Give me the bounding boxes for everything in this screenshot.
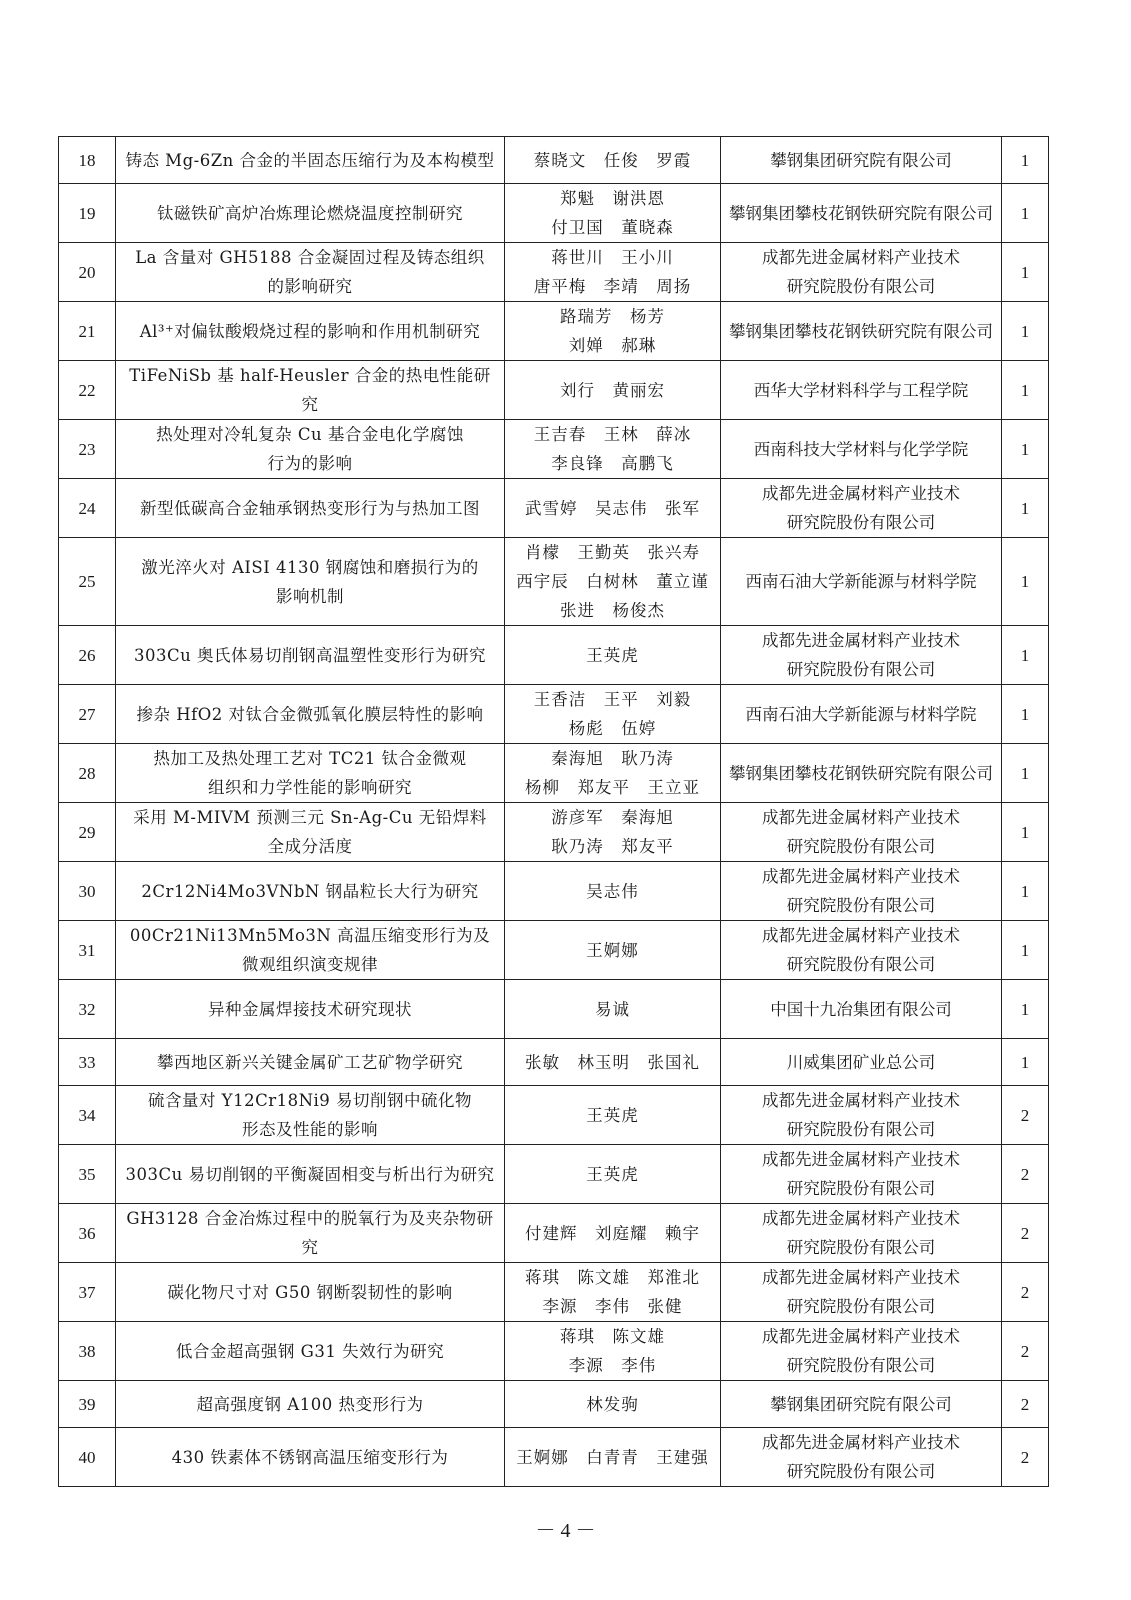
award-grade-cell: 2 — [1002, 1428, 1049, 1487]
authors-cell: 王婀娜 — [505, 921, 721, 980]
serial-number-cell: 29 — [59, 803, 116, 862]
serial-number-cell: 20 — [59, 243, 116, 302]
paper-title-cell: 超高强度钢 A100 热变形行为 — [116, 1381, 505, 1428]
serial-number-cell: 34 — [59, 1086, 116, 1145]
table-row — [59, 137, 1049, 184]
table-row — [59, 1086, 1049, 1145]
award-grade-cell: 2 — [1002, 1381, 1049, 1428]
awards-table — [58, 136, 1049, 1487]
paper-title-cell: 异种金属焊接技术研究现状 — [116, 980, 505, 1039]
authors-cell: 王英虎 — [505, 626, 721, 685]
authors-cell: 刘行 黄丽宏 — [505, 361, 721, 420]
authors-cell: 易诚 — [505, 980, 721, 1039]
paper-title-cell: 热加工及热处理工艺对 TC21 钛合金微观 组织和力学性能的影响研究 — [116, 744, 505, 803]
authors-cell: 付建辉 刘庭耀 赖宇 — [505, 1204, 721, 1263]
organization-cell: 中国十九冶集团有限公司 — [721, 980, 1002, 1039]
table-row — [59, 184, 1049, 243]
award-grade-cell: 1 — [1002, 980, 1049, 1039]
serial-number-cell: 32 — [59, 980, 116, 1039]
serial-number-cell: 39 — [59, 1381, 116, 1428]
organization-cell: 攀钢集团攀枝花钢铁研究院有限公司 — [721, 302, 1002, 361]
award-grade-cell: 1 — [1002, 744, 1049, 803]
organization-cell: 成都先进金属材料产业技术 研究院股份有限公司 — [721, 921, 1002, 980]
table-row — [59, 1381, 1049, 1428]
award-grade-cell: 1 — [1002, 626, 1049, 685]
award-grade-cell: 2 — [1002, 1322, 1049, 1381]
award-grade-cell: 1 — [1002, 921, 1049, 980]
organization-cell: 攀钢集团攀枝花钢铁研究院有限公司 — [721, 184, 1002, 243]
organization-cell: 成都先进金属材料产业技术 研究院股份有限公司 — [721, 803, 1002, 862]
award-grade-cell: 1 — [1002, 538, 1049, 626]
paper-title-cell: 铸态 Mg-6Zn 合金的半固态压缩行为及本构模型 — [116, 137, 505, 184]
paper-title-cell: 00Cr21Ni13Mn5Mo3N 高温压缩变形行为及 微观组织演变规律 — [116, 921, 505, 980]
authors-cell: 蒋琪 陈文雄 李源 李伟 — [505, 1322, 721, 1381]
table-row — [59, 243, 1049, 302]
organization-cell: 成都先进金属材料产业技术 研究院股份有限公司 — [721, 1145, 1002, 1204]
table-row — [59, 1428, 1049, 1487]
organization-cell: 成都先进金属材料产业技术 研究院股份有限公司 — [721, 479, 1002, 538]
authors-cell: 郑魁 谢洪恩 付卫国 董晓森 — [505, 184, 721, 243]
organization-cell: 攀钢集团攀枝花钢铁研究院有限公司 — [721, 744, 1002, 803]
table-row — [59, 1204, 1049, 1263]
paper-title-cell: La 含量对 GH5188 合金凝固过程及铸态组织 的影响研究 — [116, 243, 505, 302]
award-grade-cell: 2 — [1002, 1263, 1049, 1322]
table-row — [59, 420, 1049, 479]
paper-title-cell: 2Cr12Ni4Mo3VNbN 钢晶粒长大行为研究 — [116, 862, 505, 921]
serial-number-cell: 25 — [59, 538, 116, 626]
authors-cell: 张敏 林玉明 张国礼 — [505, 1039, 721, 1086]
table-row — [59, 626, 1049, 685]
table-row — [59, 1322, 1049, 1381]
serial-number-cell: 30 — [59, 862, 116, 921]
paper-title-cell: 303Cu 奥氏体易切削钢高温塑性变形行为研究 — [116, 626, 505, 685]
serial-number-cell: 36 — [59, 1204, 116, 1263]
authors-cell: 蒋琪 陈文雄 郑淮北 李源 李伟 张健 — [505, 1263, 721, 1322]
authors-cell: 王英虎 — [505, 1086, 721, 1145]
serial-number-cell: 33 — [59, 1039, 116, 1086]
serial-number-cell: 23 — [59, 420, 116, 479]
serial-number-cell: 24 — [59, 479, 116, 538]
paper-title-cell: 碳化物尺寸对 G50 钢断裂韧性的影响 — [116, 1263, 505, 1322]
award-grade-cell: 1 — [1002, 302, 1049, 361]
paper-title-cell: 硫含量对 Y12Cr18Ni9 易切削钢中硫化物 形态及性能的影响 — [116, 1086, 505, 1145]
award-grade-cell: 2 — [1002, 1204, 1049, 1263]
award-grade-cell: 1 — [1002, 479, 1049, 538]
paper-title-cell: TiFeNiSb 基 half-Heusler 合金的热电性能研究 — [116, 361, 505, 420]
table-row — [59, 361, 1049, 420]
award-grade-cell: 1 — [1002, 862, 1049, 921]
table-row — [59, 921, 1049, 980]
table-row — [59, 302, 1049, 361]
award-grade-cell: 1 — [1002, 243, 1049, 302]
organization-cell: 成都先进金属材料产业技术 研究院股份有限公司 — [721, 1322, 1002, 1381]
serial-number-cell: 40 — [59, 1428, 116, 1487]
award-grade-cell: 1 — [1002, 685, 1049, 744]
organization-cell: 攀钢集团研究院有限公司 — [721, 1381, 1002, 1428]
award-grade-cell: 1 — [1002, 137, 1049, 184]
serial-number-cell: 28 — [59, 744, 116, 803]
organization-cell: 西南石油大学新能源与材料学院 — [721, 538, 1002, 626]
serial-number-cell: 31 — [59, 921, 116, 980]
authors-cell: 蔡晓文 任俊 罗霞 — [505, 137, 721, 184]
paper-title-cell: 新型低碳高合金轴承钢热变形行为与热加工图 — [116, 479, 505, 538]
paper-title-cell: 430 铁素体不锈钢高温压缩变形行为 — [116, 1428, 505, 1487]
organization-cell: 成都先进金属材料产业技术 研究院股份有限公司 — [721, 862, 1002, 921]
serial-number-cell: 27 — [59, 685, 116, 744]
authors-cell: 武雪婷 吴志伟 张军 — [505, 479, 721, 538]
organization-cell: 西南石油大学新能源与材料学院 — [721, 685, 1002, 744]
serial-number-cell: 35 — [59, 1145, 116, 1204]
table-row — [59, 862, 1049, 921]
award-grade-cell: 1 — [1002, 361, 1049, 420]
paper-title-cell: 攀西地区新兴关键金属矿工艺矿物学研究 — [116, 1039, 505, 1086]
organization-cell: 成都先进金属材料产业技术 研究院股份有限公司 — [721, 1086, 1002, 1145]
serial-number-cell: 22 — [59, 361, 116, 420]
award-grade-cell: 2 — [1002, 1086, 1049, 1145]
authors-cell: 蒋世川 王小川 唐平梅 李靖 周扬 — [505, 243, 721, 302]
authors-cell: 林发驹 — [505, 1381, 721, 1428]
organization-cell: 西华大学材料科学与工程学院 — [721, 361, 1002, 420]
authors-cell: 王婀娜 白青青 王建强 — [505, 1428, 721, 1487]
award-grade-cell: 1 — [1002, 420, 1049, 479]
awards-table-body — [59, 137, 1049, 1487]
serial-number-cell: 21 — [59, 302, 116, 361]
serial-number-cell: 19 — [59, 184, 116, 243]
organization-cell: 川威集团矿业总公司 — [721, 1039, 1002, 1086]
table-row — [59, 803, 1049, 862]
serial-number-cell: 26 — [59, 626, 116, 685]
table-row — [59, 538, 1049, 626]
award-grade-cell: 2 — [1002, 1145, 1049, 1204]
table-row — [59, 479, 1049, 538]
paper-title-cell: 钛磁铁矿高炉冶炼理论燃烧温度控制研究 — [116, 184, 505, 243]
authors-cell: 秦海旭 耿乃涛 杨柳 郑友平 王立亚 — [505, 744, 721, 803]
paper-title-cell: 采用 M-MIVM 预测三元 Sn-Ag-Cu 无铅焊料 全成分活度 — [116, 803, 505, 862]
award-grade-cell: 1 — [1002, 803, 1049, 862]
paper-title-cell: GH3128 合金冶炼过程中的脱氧行为及夹杂物研究 — [116, 1204, 505, 1263]
organization-cell: 西南科技大学材料与化学学院 — [721, 420, 1002, 479]
organization-cell: 攀钢集团研究院有限公司 — [721, 137, 1002, 184]
serial-number-cell: 38 — [59, 1322, 116, 1381]
award-grade-cell: 1 — [1002, 184, 1049, 243]
award-grade-cell: 1 — [1002, 1039, 1049, 1086]
organization-cell: 成都先进金属材料产业技术 研究院股份有限公司 — [721, 626, 1002, 685]
authors-cell: 肖檬 王勤英 张兴寿 西宇辰 白树林 董立谨 张进 杨俊杰 — [505, 538, 721, 626]
table-row — [59, 1145, 1049, 1204]
paper-title-cell: Al³⁺对偏钛酸煅烧过程的影响和作用机制研究 — [116, 302, 505, 361]
paper-title-cell: 低合金超高强钢 G31 失效行为研究 — [116, 1322, 505, 1381]
page-number: － 4 － — [535, 1520, 596, 1542]
organization-cell: 成都先进金属材料产业技术 研究院股份有限公司 — [721, 1428, 1002, 1487]
authors-cell: 吴志伟 — [505, 862, 721, 921]
authors-cell: 王英虎 — [505, 1145, 721, 1204]
table-row — [59, 1263, 1049, 1322]
organization-cell: 成都先进金属材料产业技术 研究院股份有限公司 — [721, 1263, 1002, 1322]
paper-title-cell: 热处理对冷轧复杂 Cu 基合金电化学腐蚀 行为的影响 — [116, 420, 505, 479]
authors-cell: 路瑞芳 杨芳 刘婵 郝琳 — [505, 302, 721, 361]
table-row — [59, 1039, 1049, 1086]
table-row — [59, 685, 1049, 744]
paper-title-cell: 303Cu 易切削钢的平衡凝固相变与析出行为研究 — [116, 1145, 505, 1204]
authors-cell: 游彦军 秦海旭 耿乃涛 郑友平 — [505, 803, 721, 862]
table-row — [59, 744, 1049, 803]
authors-cell: 王吉春 王林 薛冰 李良锋 高鹏飞 — [505, 420, 721, 479]
paper-title-cell: 掺杂 HfO2 对钛合金微弧氧化膜层特性的影响 — [116, 685, 505, 744]
table-row — [59, 980, 1049, 1039]
authors-cell: 王香洁 王平 刘毅 杨彪 伍婷 — [505, 685, 721, 744]
organization-cell: 成都先进金属材料产业技术 研究院股份有限公司 — [721, 1204, 1002, 1263]
serial-number-cell: 18 — [59, 137, 116, 184]
serial-number-cell: 37 — [59, 1263, 116, 1322]
organization-cell: 成都先进金属材料产业技术 研究院股份有限公司 — [721, 243, 1002, 302]
paper-title-cell: 激光淬火对 AISI 4130 钢腐蚀和磨损行为的 影响机制 — [116, 538, 505, 626]
